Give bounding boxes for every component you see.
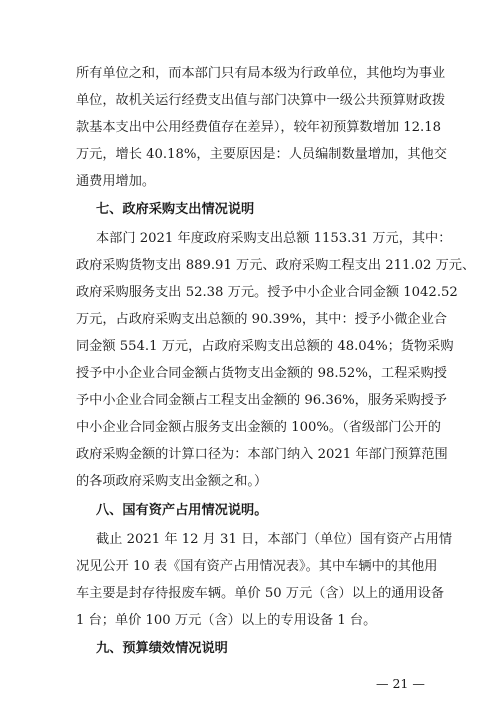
- paragraph-line: 政府采购货物支出 889.91 万元、政府采购工程支出 211.02 万元、: [76, 258, 476, 273]
- page-number: — 21 —: [376, 676, 425, 691]
- paragraph-line: 授予中小企业合同金额占货物支出金额的 98.52%，工程采购授: [76, 366, 447, 381]
- paragraph-line: 1 台；单价 100 万元（含）以上的专用设备 1 台。: [76, 613, 377, 628]
- paragraph-line: 款基本支出中公用经费值存在差异），较年初预算数增加 12.18: [76, 120, 442, 135]
- section-heading-8: 八、国有资产占用情况说明。: [96, 503, 268, 518]
- paragraph-line: 同金额 554.1 万元，占政府采购支出总额的 48.04%；货物采购: [76, 339, 454, 354]
- section-heading-9: 九、预算绩效情况说明: [96, 641, 228, 656]
- paragraph-line: 的各项政府采购支出金额之和。）: [76, 474, 268, 489]
- paragraph-line: 通费用增加。: [76, 174, 156, 189]
- paragraph-line: 万元，增长 40.18%，主要原因是：人员编制数量增加，其他交: [76, 147, 447, 162]
- paragraph-line: 政府采购金额的计算口径为：本部门纳入 2021 年部门预算范围: [76, 447, 448, 462]
- paragraph-line: 中小企业合同金额占服务支出金额的 100%。（省级部门公开的: [76, 420, 441, 435]
- paragraph-line: 予中小企业合同金额占工程支出金额的 96.36%，服务采购授予: [76, 393, 447, 408]
- section-heading-7: 七、政府采购支出情况说明: [96, 202, 255, 217]
- paragraph-line: 所有单位之和，而本部门只有局本级为行政单位，其他均为事业: [76, 66, 446, 81]
- paragraph-line: 截止 2021 年 12 月 31 日，本部门（单位）国有资产占用情: [96, 532, 453, 547]
- paragraph-line: 本部门 2021 年度政府采购支出总额 1153.31 万元，其中：: [96, 231, 452, 246]
- paragraph-line: 况见公开 10 表《国有资产占用情况表》。其中车辆中的其他用: [76, 559, 438, 574]
- paragraph-line: 万元，占政府采购支出总额的 90.39%，其中：授予小微企业合: [76, 312, 447, 327]
- paragraph-line: 政府采购服务支出 52.38 万元。授予中小企业合同金额 1042.52: [76, 285, 458, 300]
- paragraph-line: 车主要是封存待报废车辆。单价 50 万元（含）以上的通用设备: [76, 586, 445, 601]
- paragraph-line: 单位，故机关运行经费支出值与部门决算中一级公共预算财政拨: [76, 93, 446, 108]
